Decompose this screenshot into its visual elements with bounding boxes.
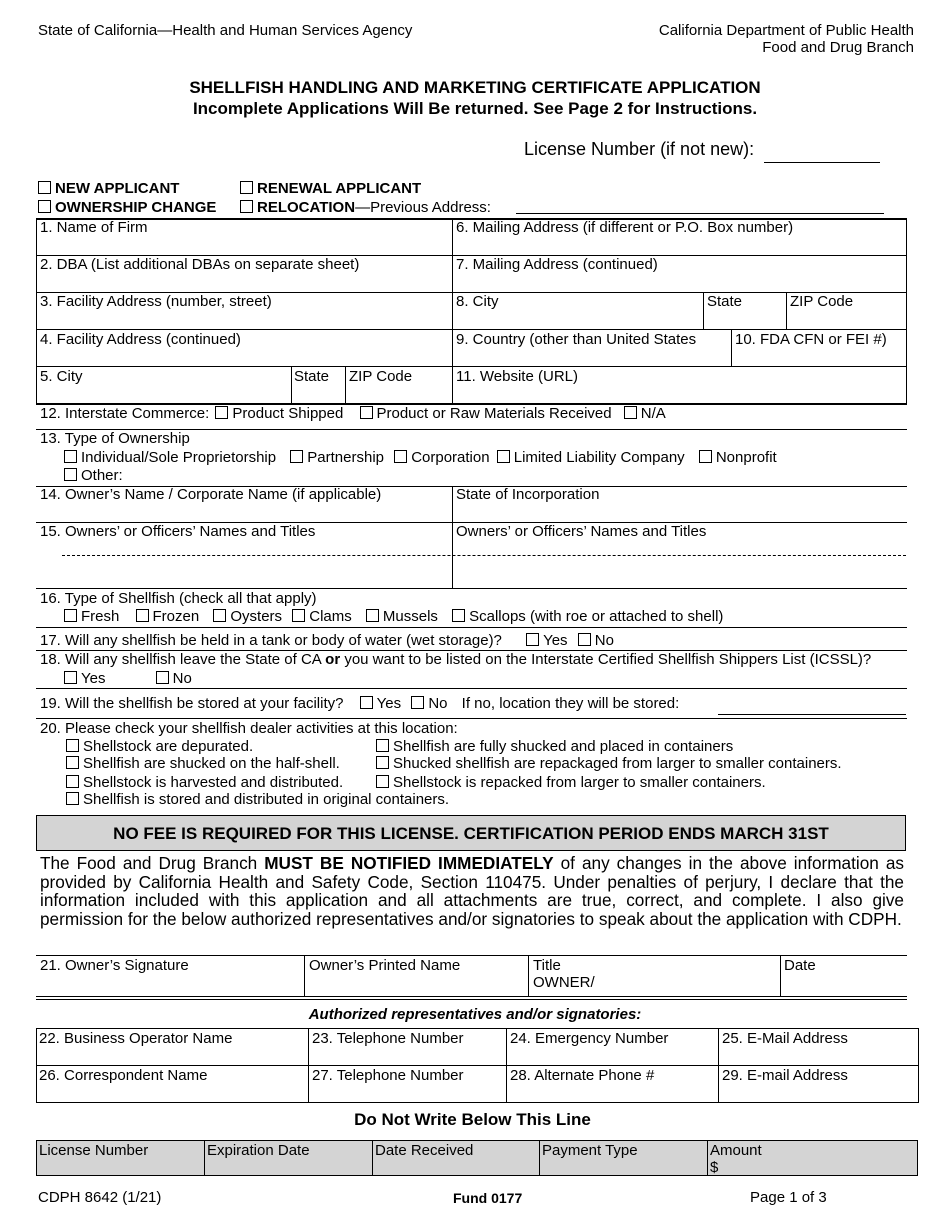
- office-license-number: License Number: [39, 1142, 149, 1159]
- title-field[interactable]: Title: [533, 957, 561, 974]
- activity-half-shell[interactable]: [66, 755, 340, 772]
- shellfish-type-options: [64, 608, 723, 625]
- facility-zip-field[interactable]: ZIP Code: [349, 368, 413, 385]
- scallops-label: Scallops (with roe or attached to shell): [469, 608, 724, 625]
- llc-label: Limited Liability Company: [513, 449, 685, 466]
- renewal-applicant-label: RENEWAL APPLICANT: [257, 180, 422, 197]
- shellfish-type-label: 16. Type of Shellfish (check all that apply): [40, 590, 317, 607]
- new-applicant-option[interactable]: [38, 180, 179, 197]
- oysters-label: Oysters: [230, 608, 283, 625]
- activity-stored-original[interactable]: [66, 791, 449, 808]
- office-amount: Amount: [710, 1142, 762, 1159]
- product-shipped-label: Product Shipped: [232, 405, 344, 422]
- depurated-checkbox[interactable]: [66, 739, 79, 752]
- email-field[interactable]: 25. E-Mail Address: [722, 1030, 848, 1047]
- divider: [36, 588, 907, 589]
- mailing-city-field[interactable]: 8. City: [456, 293, 499, 310]
- materials-received-label: Product or Raw Materials Received: [376, 405, 612, 422]
- officers-names-right-field[interactable]: Owners’ or Officers’ Names and Titles: [456, 523, 707, 540]
- facility-address-continued-field[interactable]: 4. Facility Address (continued): [40, 331, 241, 348]
- shellstock-repacked-checkbox[interactable]: [376, 775, 389, 788]
- facility-address-field[interactable]: 3. Facility Address (number, street): [40, 293, 272, 310]
- wet-storage-label: 17. Will any shellfish be held in a tank or body of water (wet storage)?: [40, 632, 502, 649]
- fresh-checkbox[interactable]: [64, 609, 77, 622]
- page-number: Page 1 of 3: [750, 1189, 827, 1206]
- declaration-part2: of any changes in the above information as provided by California Health and Safety Code, Section 110475. Under penalties of perjury, I declare that the information included with this application and all attachments are true, correct, and complete. I also give permission for the below authorized representatives and/or signatories to speak about the application with CDPH.: [40, 853, 904, 929]
- column-divider: [539, 1140, 540, 1176]
- column-divider: [204, 1140, 205, 1176]
- previous-address-input[interactable]: [516, 213, 884, 214]
- activity-fully-shucked[interactable]: [376, 738, 733, 755]
- website-field[interactable]: 11. Website (URL): [456, 368, 578, 385]
- department-name: California Department of Public Health: [658, 22, 914, 39]
- sole-proprietorship-checkbox[interactable]: [64, 450, 77, 463]
- fda-cfn-field[interactable]: 10. FDA CFN or FEI #): [735, 331, 887, 348]
- fully-shucked-checkbox[interactable]: [376, 739, 389, 752]
- telephone-field[interactable]: 23. Telephone Number: [312, 1030, 464, 1047]
- relocation-checkbox[interactable]: [240, 200, 253, 213]
- new-applicant-label: NEW APPLICANT: [55, 180, 180, 197]
- storage-location-input[interactable]: [718, 714, 906, 715]
- license-number-label: License Number (if not new):: [524, 139, 755, 159]
- wet-storage-no-checkbox[interactable]: [578, 633, 591, 646]
- relocation-option[interactable]: [240, 199, 491, 216]
- column-divider: [452, 486, 453, 589]
- agency-name: State of California—Health and Human Services Agency: [38, 22, 413, 39]
- partnership-label: Partnership: [307, 449, 385, 466]
- storage-question: [40, 695, 679, 712]
- country-field[interactable]: 9. Country (other than United States: [456, 331, 697, 348]
- divider: [36, 627, 907, 628]
- owner-printed-name-field[interactable]: Owner’s Printed Name: [309, 957, 461, 974]
- state-of-incorporation-field[interactable]: State of Incorporation: [456, 486, 600, 503]
- harvested-checkbox[interactable]: [66, 775, 79, 788]
- email-2-field[interactable]: 29. E-mail Address: [722, 1067, 848, 1084]
- new-applicant-checkbox[interactable]: [38, 181, 51, 194]
- mussels-label: Mussels: [382, 608, 438, 625]
- icssl-yes-checkbox[interactable]: [64, 671, 77, 684]
- clams-label: Clams: [309, 608, 352, 625]
- branch-name: Food and Drug Branch: [762, 39, 914, 56]
- icssl-label-or: or: [325, 651, 341, 668]
- icssl-yes-label: Yes: [81, 670, 106, 687]
- icssl-no-checkbox[interactable]: [156, 671, 169, 684]
- ownership-change-option[interactable]: [38, 199, 216, 216]
- half-shell-label: Shellfish are shucked on the half-shell.: [83, 755, 340, 772]
- wet-storage-question: [40, 632, 614, 649]
- storage-no-label: No: [428, 695, 448, 712]
- facility-city-field[interactable]: 5. City: [40, 368, 83, 385]
- form-number: CDPH 8642 (1/21): [38, 1189, 162, 1206]
- other-ownership-label: Other:: [81, 467, 123, 484]
- previous-address-label: —Previous Address:: [355, 199, 491, 216]
- form-subtitle: Incomplete Applications Will Be returned. See Page 2 for Instructions.: [192, 99, 758, 118]
- divider: [36, 718, 907, 719]
- ownership-change-checkbox[interactable]: [38, 200, 51, 213]
- icssl-no-label: No: [172, 670, 192, 687]
- fee-banner-text: NO FEE IS REQUIRED FOR THIS LICENSE. CERTIFICATION PERIOD ENDS MARCH 31ST: [113, 824, 829, 843]
- na-label: N/A: [640, 405, 666, 422]
- alternate-phone-field[interactable]: 28. Alternate Phone #: [510, 1067, 655, 1084]
- office-use-heading: Do Not Write Below This Line: [354, 1110, 591, 1129]
- other-ownership-option[interactable]: [64, 467, 123, 484]
- office-date-received: Date Received: [375, 1142, 474, 1159]
- nonprofit-label: Nonprofit: [715, 449, 777, 466]
- wet-storage-yes-checkbox[interactable]: [526, 633, 539, 646]
- declaration-bold: MUST BE NOTIFIED IMMEDIATELY: [264, 853, 554, 873]
- oysters-checkbox[interactable]: [213, 609, 226, 622]
- business-operator-field[interactable]: 22. Business Operator Name: [39, 1030, 233, 1047]
- authorized-heading: Authorized representatives and/or signatories:: [308, 1006, 642, 1023]
- storage-label: 19. Will the shellfish be stored at your facility?: [40, 695, 344, 712]
- mailing-state-field[interactable]: State: [707, 293, 743, 310]
- activity-shellstock-repacked[interactable]: [376, 774, 766, 791]
- mussels-checkbox[interactable]: [366, 609, 379, 622]
- sole-proprietorship-label: Individual/Sole Proprietorship: [81, 449, 277, 466]
- interstate-commerce-question: [40, 405, 666, 422]
- wet-storage-no-label: No: [594, 632, 614, 649]
- shucked-repackaged-checkbox[interactable]: [376, 756, 389, 769]
- mailing-zip-field[interactable]: ZIP Code: [790, 293, 854, 310]
- title-value: OWNER/: [533, 974, 595, 991]
- fresh-label: Fresh: [81, 608, 120, 625]
- mailing-address-continued-field[interactable]: 7. Mailing Address (continued): [456, 256, 658, 273]
- icssl-options: [64, 670, 192, 687]
- stored-original-checkbox[interactable]: [66, 792, 79, 805]
- telephone-2-field[interactable]: 27. Telephone Number: [312, 1067, 464, 1084]
- office-use-table: [36, 1140, 918, 1176]
- activity-harvested[interactable]: [66, 774, 343, 791]
- product-shipped-checkbox[interactable]: [215, 406, 228, 419]
- half-shell-checkbox[interactable]: [66, 756, 79, 769]
- form-title: SHELLFISH HANDLING AND MARKETING CERTIFICATE APPLICATION: [189, 78, 761, 97]
- ownership-type-options: [64, 449, 777, 466]
- storage-yes-label: Yes: [376, 695, 402, 712]
- icssl-question: [40, 651, 871, 668]
- officers-dashed-line: [62, 555, 906, 556]
- office-payment-type: Payment Type: [542, 1142, 638, 1159]
- stored-original-label: Shellfish is stored and distributed in original containers.: [83, 791, 450, 808]
- ownership-change-label: OWNERSHIP CHANGE: [55, 199, 217, 216]
- storage-location-label: If no, location they will be stored:: [461, 695, 680, 712]
- relocation-label: RELOCATION: [257, 199, 356, 216]
- owner-name-field[interactable]: 14. Owner’s Name / Corporate Name (if applicable): [40, 486, 382, 503]
- corporation-checkbox[interactable]: [394, 450, 407, 463]
- fully-shucked-label: Shellfish are fully shucked and placed in containers: [393, 738, 734, 755]
- divider: [36, 688, 907, 689]
- renewal-applicant-checkbox[interactable]: [240, 181, 253, 194]
- harvested-label: Shellstock is harvested and distributed.: [83, 774, 344, 791]
- column-divider: [707, 1140, 708, 1176]
- shucked-repackaged-label: Shucked shellfish are repackaged from larger to smaller containers.: [393, 755, 842, 772]
- icssl-label-a: 18. Will any shellfish leave the State of CA: [40, 651, 326, 668]
- ownership-type-label: 13. Type of Ownership: [40, 430, 190, 447]
- other-ownership-checkbox[interactable]: [64, 468, 77, 481]
- materials-received-checkbox[interactable]: [360, 406, 373, 419]
- license-number-input[interactable]: [764, 162, 880, 163]
- na-checkbox[interactable]: [624, 406, 637, 419]
- office-expiration-date: Expiration Date: [207, 1142, 310, 1159]
- officers-names-left-field[interactable]: 15. Owners’ or Officers’ Names and Titles: [40, 523, 316, 540]
- clams-checkbox[interactable]: [292, 609, 305, 622]
- activity-depurated[interactable]: [66, 738, 253, 755]
- storage-no-checkbox[interactable]: [411, 696, 424, 709]
- declaration-text: [40, 854, 904, 928]
- dba-field[interactable]: 2. DBA (List additional DBAs on separate sheet): [40, 256, 360, 273]
- owner-signature-field[interactable]: 21. Owner’s Signature: [40, 957, 189, 974]
- dealer-activities-label: 20. Please check your shellfish dealer activities at this location:: [40, 720, 458, 737]
- activity-shucked-repackaged[interactable]: [376, 755, 842, 772]
- date-field[interactable]: Date: [784, 957, 816, 974]
- interstate-commerce-label: 12. Interstate Commerce:: [40, 405, 210, 422]
- renewal-applicant-option[interactable]: [240, 180, 421, 197]
- firm-name-field[interactable]: 1. Name of Firm: [40, 219, 148, 236]
- wet-storage-yes-label: Yes: [543, 632, 568, 649]
- corporation-label: Corporation: [411, 449, 490, 466]
- storage-yes-checkbox[interactable]: [360, 696, 373, 709]
- facility-state-field[interactable]: State: [294, 368, 330, 385]
- frozen-checkbox[interactable]: [136, 609, 149, 622]
- shellstock-repacked-label: Shellstock is repacked from larger to smaller containers.: [393, 774, 766, 791]
- declaration-part1: The Food and Drug Branch: [40, 853, 265, 873]
- nonprofit-checkbox[interactable]: [699, 450, 712, 463]
- icssl-label-b: you want to be listed on the Interstate Certified Shellfish Shippers List (ICSSL)?: [340, 651, 872, 668]
- mailing-address-field[interactable]: 6. Mailing Address (if different or P.O. Box number): [456, 219, 794, 236]
- scallops-checkbox[interactable]: [452, 609, 465, 622]
- column-divider: [372, 1140, 373, 1176]
- frozen-label: Frozen: [152, 608, 200, 625]
- correspondent-name-field[interactable]: 26. Correspondent Name: [39, 1067, 208, 1084]
- partnership-checkbox[interactable]: [290, 450, 303, 463]
- emergency-number-field[interactable]: 24. Emergency Number: [510, 1030, 669, 1047]
- office-amount-dollar: $: [710, 1159, 719, 1176]
- llc-checkbox[interactable]: [497, 450, 510, 463]
- depurated-label: Shellstock are depurated.: [83, 738, 254, 755]
- fund-number: Fund 0177: [453, 1190, 523, 1206]
